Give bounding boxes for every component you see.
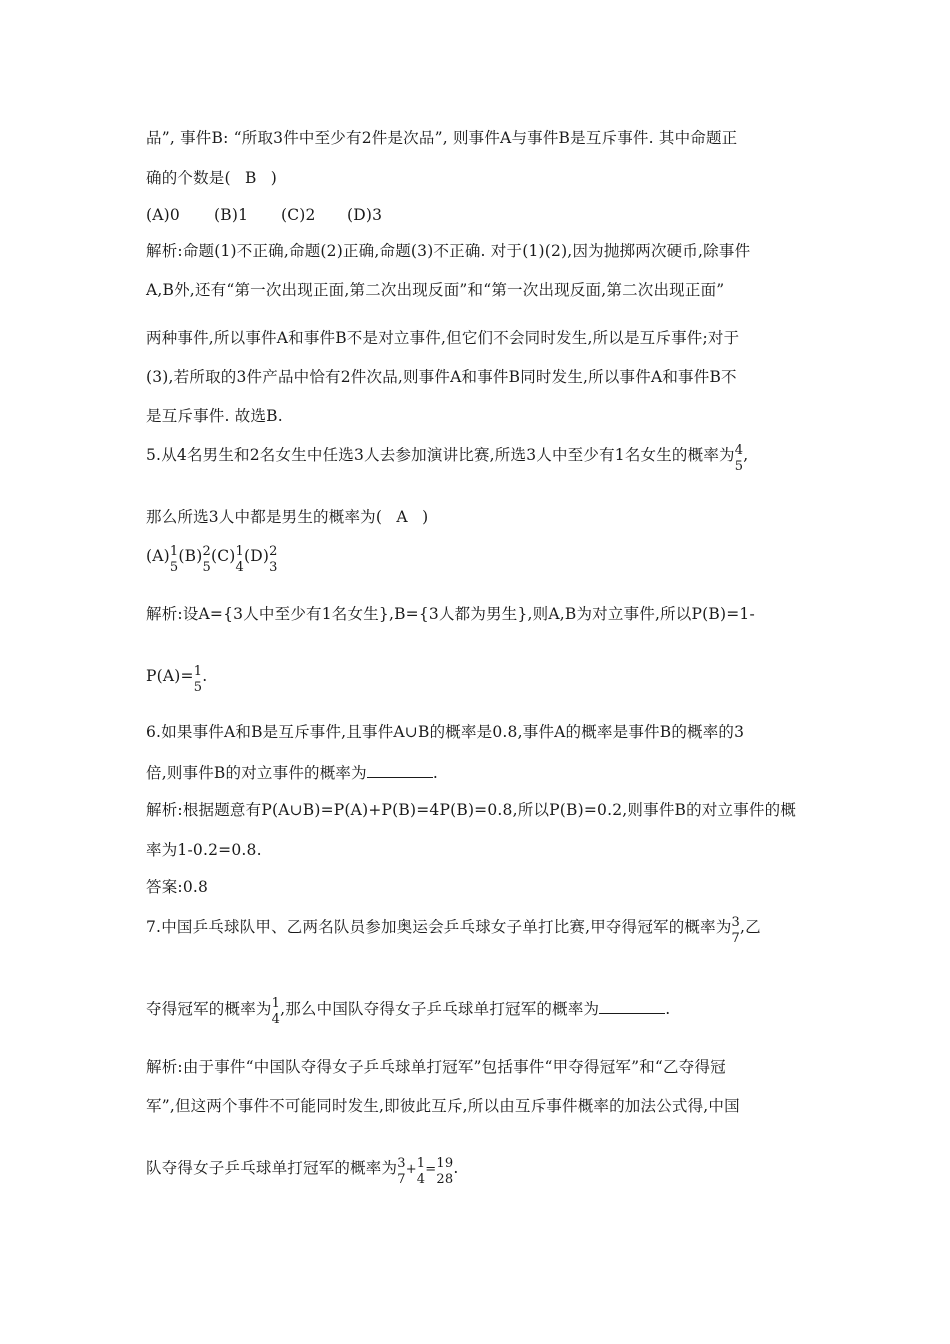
q5-solution-line-2: [146, 666, 207, 696]
q7-solution-line: 军”,但这两个事件不可能同时发生,即彼此互斥,所以由互斥事件概率的加法公式得,中国: [146, 1097, 740, 1115]
q7-solution-fraction-1: [397, 1157, 405, 1187]
q7-fraction-2: [272, 997, 280, 1027]
q5-option-d-fraction: [269, 545, 277, 575]
q5-answer: A: [396, 508, 408, 526]
q7-fraction-1: [732, 916, 740, 946]
q7-solution-text: 队夺得女子乒乓球单打冠军的概率为: [146, 1159, 398, 1177]
q4-solution-line: A,B外,还有“第一次出现正面,第二次出现反面”和“第一次出现反面,第二次出现正面”: [146, 281, 725, 299]
q7-solution-fraction-2-denominator: 4: [416, 1172, 426, 1187]
q6-stem-line-2: [146, 762, 438, 783]
q5-option-c-numerator: 1: [235, 544, 244, 559]
q7-stem-text-end: ,乙: [740, 918, 761, 936]
q5-stem-text-2: 那么所选3人中都是男生的概率为(: [146, 508, 383, 526]
q5-option-b-denominator: 5: [202, 560, 211, 575]
q7-solution-fraction-3-numerator: 19: [436, 1156, 454, 1171]
q7-solution-fraction-3-denominator: 28: [436, 1172, 454, 1187]
q5-option-a-numerator: 1: [169, 544, 179, 559]
q7-stem-period: .: [665, 1000, 671, 1018]
q7-solution-line-3: [146, 1158, 458, 1188]
q7-answer-blank: [599, 998, 665, 1014]
q4-options: [146, 205, 382, 225]
q5-stem-text: 5.从4名男生和2名女生中任选3人去参加演讲比赛,所选3人中至少有1名女生的概率为: [146, 446, 735, 464]
q7-stem-text-2: 夺得冠军的概率为: [146, 1000, 272, 1018]
q4-solution-line: 两种事件,所以事件A和事件B不是对立事件,但它们不会同时发生,所以是互斥事件;对于: [146, 329, 740, 347]
q7-fraction-2-denominator: 4: [271, 1012, 281, 1027]
q5-solution-period: .: [202, 667, 208, 685]
q7-solution-fraction-1-numerator: 3: [397, 1156, 406, 1171]
q7-solution-fraction-2-numerator: 1: [416, 1156, 426, 1171]
q5-option-a-denominator: 5: [169, 560, 179, 575]
q5-solution-line: 解析:设A={3人中至少有1名女生},B={3人都为男生},则A,B为对立事件,所以P(B)=1-: [146, 605, 755, 623]
q5-option-c-label: (C): [210, 547, 236, 565]
q5-solution-text: P(A)=: [146, 667, 194, 685]
q7-fraction-2-numerator: 1: [271, 996, 281, 1011]
q5-option-b-label: (B): [178, 547, 203, 565]
q4-solution-line: 解析:命题(1)不正确,命题(2)正确,命题(3)不正确. 对于(1)(2),因为抛掷两次硬币,除事件: [146, 242, 751, 260]
q7-stem-text-3: ,那么中国队夺得女子乒乓球单打冠军的概率为: [280, 1000, 600, 1018]
q4-option-d: (D)3: [347, 206, 383, 224]
q5-option-a-label: (A): [146, 547, 170, 565]
q6-stem-line: 6.如果事件A和B是互斥事件,且事件A∪B的概率是0.8,事件A的概率是事件B的概率的3: [146, 723, 745, 741]
q7-equals-sign: =: [425, 1162, 437, 1177]
q7-solution-line: 解析:由于事件“中国队夺得女子乒乓球单打冠军”包括事件“甲夺得冠军”和“乙夺得冠: [146, 1058, 726, 1076]
q5-fraction: [735, 444, 743, 474]
q5-option-a-fraction: [170, 545, 178, 575]
q7-solution-fraction-1-denominator: 7: [397, 1172, 406, 1187]
q4-stem-line: 品”, 事件B: “所取3件中至少有2件是次品”, 则事件A与事件B是互斥事件. 其中命题正: [146, 129, 738, 147]
q4-stem-text: 确的个数是(: [146, 169, 231, 187]
q5-option-d-denominator: 3: [269, 560, 278, 575]
q6-solution-line: 解析:根据题意有P(A∪B)=P(A)+P(B)=4P(B)=0.8,所以P(B)=0.2,则事件B的对立事件的概: [146, 801, 797, 819]
q6-answer-blank: [367, 762, 433, 778]
q6-solution-line: 率为1-0.2=0.8.: [146, 841, 262, 859]
q5-solution-numerator: 1: [193, 664, 203, 679]
q6-answer-line: 答案:0.8: [146, 878, 209, 896]
q5-stem-line: [146, 445, 748, 475]
q4-option-b: (B)1: [214, 206, 249, 224]
q5-option-c-denominator: 4: [235, 560, 244, 575]
q6-stem-text: 倍,则事件B的对立事件的概率为: [146, 764, 367, 782]
q7-stem-line-2: [146, 998, 670, 1028]
q6-stem-period: .: [432, 764, 438, 782]
q5-stem-line-2: [146, 507, 428, 527]
q5-options: [146, 546, 278, 576]
q5-fraction-denominator: 5: [734, 459, 744, 474]
q7-stem-text: 7.中国乒乓球队甲、乙两名队员参加奥运会乒乓球女子单打比赛,甲夺得冠军的概率为: [146, 918, 732, 936]
q4-solution-line: (3),若所取的3件产品中恰有2件次品,则事件A和事件B同时发生,所以事件A和事件B不: [146, 368, 737, 386]
q4-stem-close: ): [270, 169, 277, 187]
q4-stem-line-2: [146, 168, 277, 188]
q4-solution-line: 是互斥事件. 故选B.: [146, 407, 283, 425]
q7-plus-sign: +: [405, 1162, 417, 1177]
q5-solution-fraction: [194, 665, 202, 695]
q7-fraction-1-denominator: 7: [731, 931, 741, 946]
q5-option-c-fraction: [236, 545, 244, 575]
q5-option-d-label: (D): [244, 547, 270, 565]
q7-solution-fraction-3: [436, 1157, 453, 1187]
q7-stem-line: [146, 917, 761, 947]
q5-option-b-numerator: 2: [202, 544, 211, 559]
q5-stem-close: ): [422, 508, 429, 526]
q5-option-d-numerator: 2: [269, 544, 278, 559]
q7-solution-period: .: [453, 1159, 459, 1177]
q4-option-c: (C)2: [281, 206, 316, 224]
q4-option-a: (A)0: [146, 206, 180, 224]
q5-solution-denominator: 5: [193, 680, 203, 695]
q7-solution-fraction-2: [417, 1157, 425, 1187]
q5-option-b-fraction: [202, 545, 210, 575]
q7-fraction-1-numerator: 3: [731, 915, 741, 930]
q4-answer: B: [244, 169, 257, 187]
q5-stem-comma: ,: [743, 446, 749, 464]
q5-fraction-numerator: 4: [734, 443, 744, 458]
